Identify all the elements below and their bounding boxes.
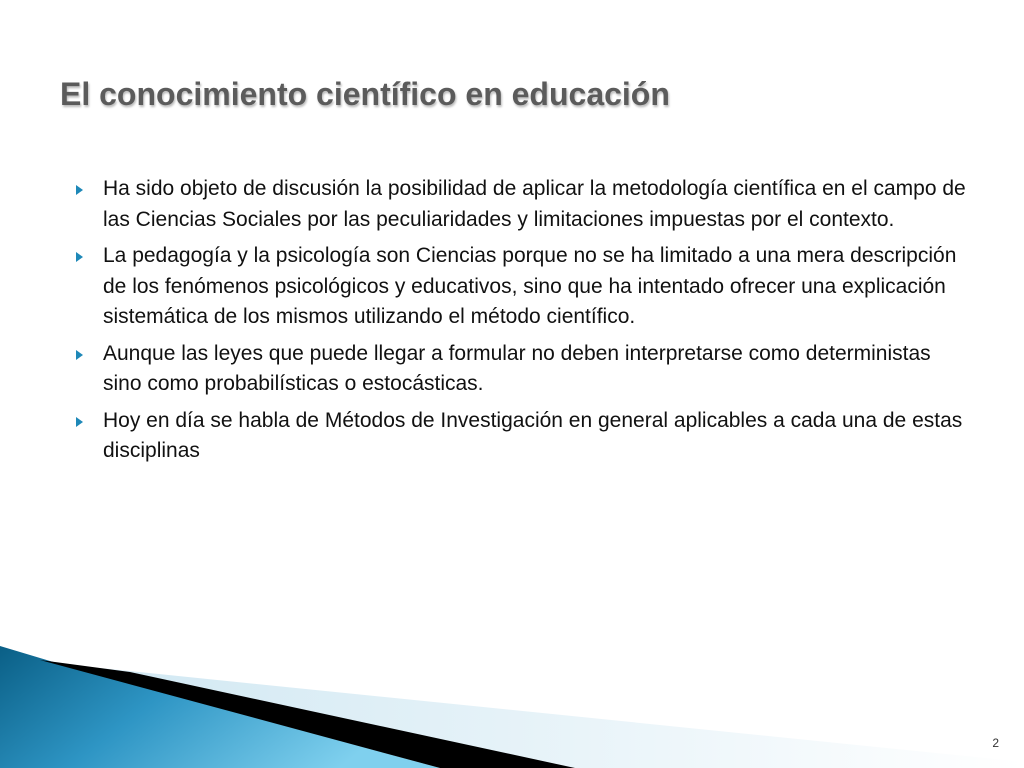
bullet-item-1 [74, 174, 974, 235]
triangle-right-icon [76, 417, 83, 427]
bullet-item-4 [74, 406, 974, 467]
bullet-item-2 [74, 241, 974, 333]
triangle-right-icon [76, 350, 83, 360]
bullet-text: Aunque las leyes que puede llegar a formular no deben interpretarse como deterministas sino como probabilísticas o estocásticas. [103, 341, 931, 395]
bullet-text: La pedagogía y la psicología son Ciencias porque no se ha limitado a una mera descripción de los fenómenos psicológicos y educativos, sino que ha intentado ofrecer una explicación sistemática de los mismos utilizando el método científico. [103, 244, 957, 328]
triangle-right-icon [76, 252, 83, 262]
bullet-text: Ha sido objeto de discusión la posibilidad de aplicar la metodología científica en el campo de las Ciencias Sociales por las peculiaridades y limitaciones impuestas por el contexto. [103, 177, 966, 231]
bullet-text: Hoy en día se habla de Métodos de Investigación en general aplicables a cada una de estas disciplinas [103, 408, 963, 462]
bullet-item-3 [74, 339, 974, 400]
triangle-right-icon [76, 185, 83, 195]
page-number: 2 [992, 736, 999, 750]
bullet-list [74, 174, 974, 473]
slide-title: El conocimiento científico en educación [60, 76, 670, 112]
